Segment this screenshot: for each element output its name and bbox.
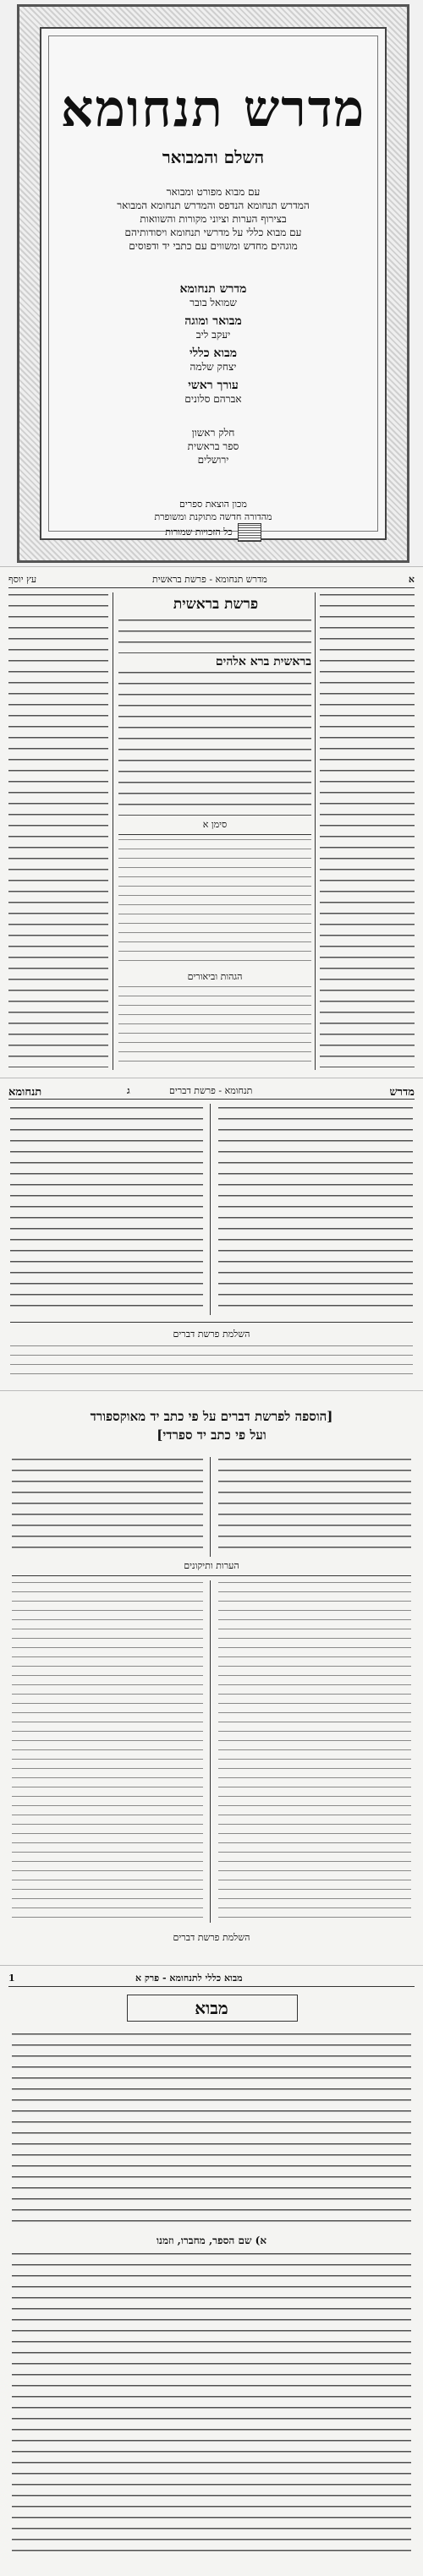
volume-line: ספר בראשית bbox=[187, 440, 239, 452]
notes-divider bbox=[12, 1575, 411, 1576]
intro-line: מוגהים מחדש ומשווים עם כתבי יד ודפוסים bbox=[129, 240, 298, 252]
header-center: מבוא כללי לתנחומא - פרק א bbox=[135, 1973, 243, 1984]
header-right: מדרש bbox=[389, 1086, 415, 1099]
intro-title: מבוא bbox=[195, 1998, 228, 2018]
text-column-left bbox=[10, 1107, 203, 1310]
publisher-logo bbox=[238, 523, 261, 542]
header-center: מדרש תנחומא - פרשת בראשית bbox=[152, 574, 267, 585]
running-header bbox=[8, 1971, 415, 1987]
decorative-border bbox=[17, 4, 409, 563]
intro-line: המדרש תנחומא הנדפס והמדרש תנחומא המבואר bbox=[117, 199, 310, 211]
verse-text bbox=[118, 619, 311, 653]
editor-entry: מבואר ומוגה יעקב ליב bbox=[184, 314, 242, 341]
publisher-line: כל הזכויות שמורות bbox=[41, 523, 385, 542]
editor-entry: מדרש תנחומא שמואל בובר bbox=[179, 282, 247, 308]
header-left: עץ יוסף bbox=[8, 574, 37, 585]
text-column-right bbox=[218, 1459, 411, 1552]
editors-list bbox=[41, 282, 385, 411]
addition-heading-1: [הוספה לפרשת דברים על פי כתב יד מאוקספורד bbox=[90, 1409, 333, 1424]
notes-column-right bbox=[218, 1582, 411, 1920]
header-center: תנחומא - פרשת דברים bbox=[169, 1085, 253, 1096]
intro-line: עם מבוא מפורט ומבואר bbox=[166, 186, 261, 198]
opening-words: בראשית ברא אלהים bbox=[215, 655, 311, 669]
subsection-title: א) שם הספר, מחברו, וזמנו bbox=[156, 2235, 267, 2246]
volume-line: ירושלים bbox=[197, 454, 229, 466]
publisher-info bbox=[41, 498, 385, 542]
commentary-column-right bbox=[320, 594, 415, 1067]
text-column-right bbox=[218, 1107, 413, 1310]
page-letter: ג bbox=[127, 1085, 130, 1096]
footnotes-block bbox=[118, 986, 311, 1067]
text-page-devarim bbox=[0, 1078, 423, 1391]
publisher-line: מכון הוצאת ספרים bbox=[179, 499, 247, 510]
editor-entry: מבוא כללי יצחק שלמה bbox=[189, 347, 238, 373]
addition-heading-2: ועל פי כתב יד ספרדי] bbox=[157, 1427, 266, 1443]
column-divider bbox=[210, 1104, 211, 1315]
section-label: סימן א bbox=[202, 819, 228, 830]
notes-label: הערות ותיקונים bbox=[184, 1560, 239, 1571]
volume-line: חלק ראשון bbox=[191, 427, 235, 439]
column-divider bbox=[315, 592, 316, 1070]
running-header bbox=[8, 572, 415, 588]
intro-line: בצירוף הערות וציוני מקורות והשוואות bbox=[140, 213, 287, 225]
column-divider bbox=[210, 1580, 211, 1923]
page-number: 1 bbox=[8, 1973, 15, 1984]
notes-block bbox=[118, 839, 311, 966]
intro-line: עם מבוא כללי על מדרשי תנחומא ויסודותיהם bbox=[124, 226, 302, 238]
intro-lines bbox=[67, 185, 360, 253]
text-column-left bbox=[12, 1459, 203, 1552]
main-text-block bbox=[118, 672, 311, 816]
editor-entry: עורך ראשי אברהם סלונים bbox=[184, 379, 242, 405]
title-page bbox=[0, 0, 423, 566]
intro-text-block bbox=[12, 2033, 411, 2228]
notes-column-left bbox=[12, 1582, 203, 1920]
footer-notes bbox=[10, 1345, 413, 1383]
commentary-column-left bbox=[8, 594, 108, 1067]
intro-text-block-2 bbox=[12, 2253, 411, 2557]
column-divider bbox=[210, 1457, 211, 1557]
footer-label: הגהות וביאורים bbox=[187, 971, 243, 982]
footer-label: השלמת פרשת דברים bbox=[173, 1329, 250, 1340]
header-left: תנחומא bbox=[8, 1086, 42, 1099]
volume-info bbox=[41, 426, 385, 467]
footer-label: השלמת פרשת דברים bbox=[173, 1932, 250, 1943]
publisher-line: מהדורה חדשה מתוקנת ומשופרת bbox=[154, 511, 272, 522]
text-page-bereshit bbox=[0, 566, 423, 1078]
book-subtitle: השלם והמבואר bbox=[162, 147, 265, 167]
footer-divider bbox=[10, 1322, 413, 1323]
page-letter: א bbox=[408, 574, 415, 585]
running-header bbox=[8, 1083, 415, 1100]
parasha-title: פרשת בראשית bbox=[173, 596, 259, 613]
section-divider bbox=[118, 834, 311, 835]
book-title: מדרש תנחומא bbox=[60, 79, 366, 139]
text-page-addition bbox=[0, 1390, 423, 1966]
text-page-introduction bbox=[0, 1965, 423, 2576]
title-frame bbox=[40, 27, 387, 540]
